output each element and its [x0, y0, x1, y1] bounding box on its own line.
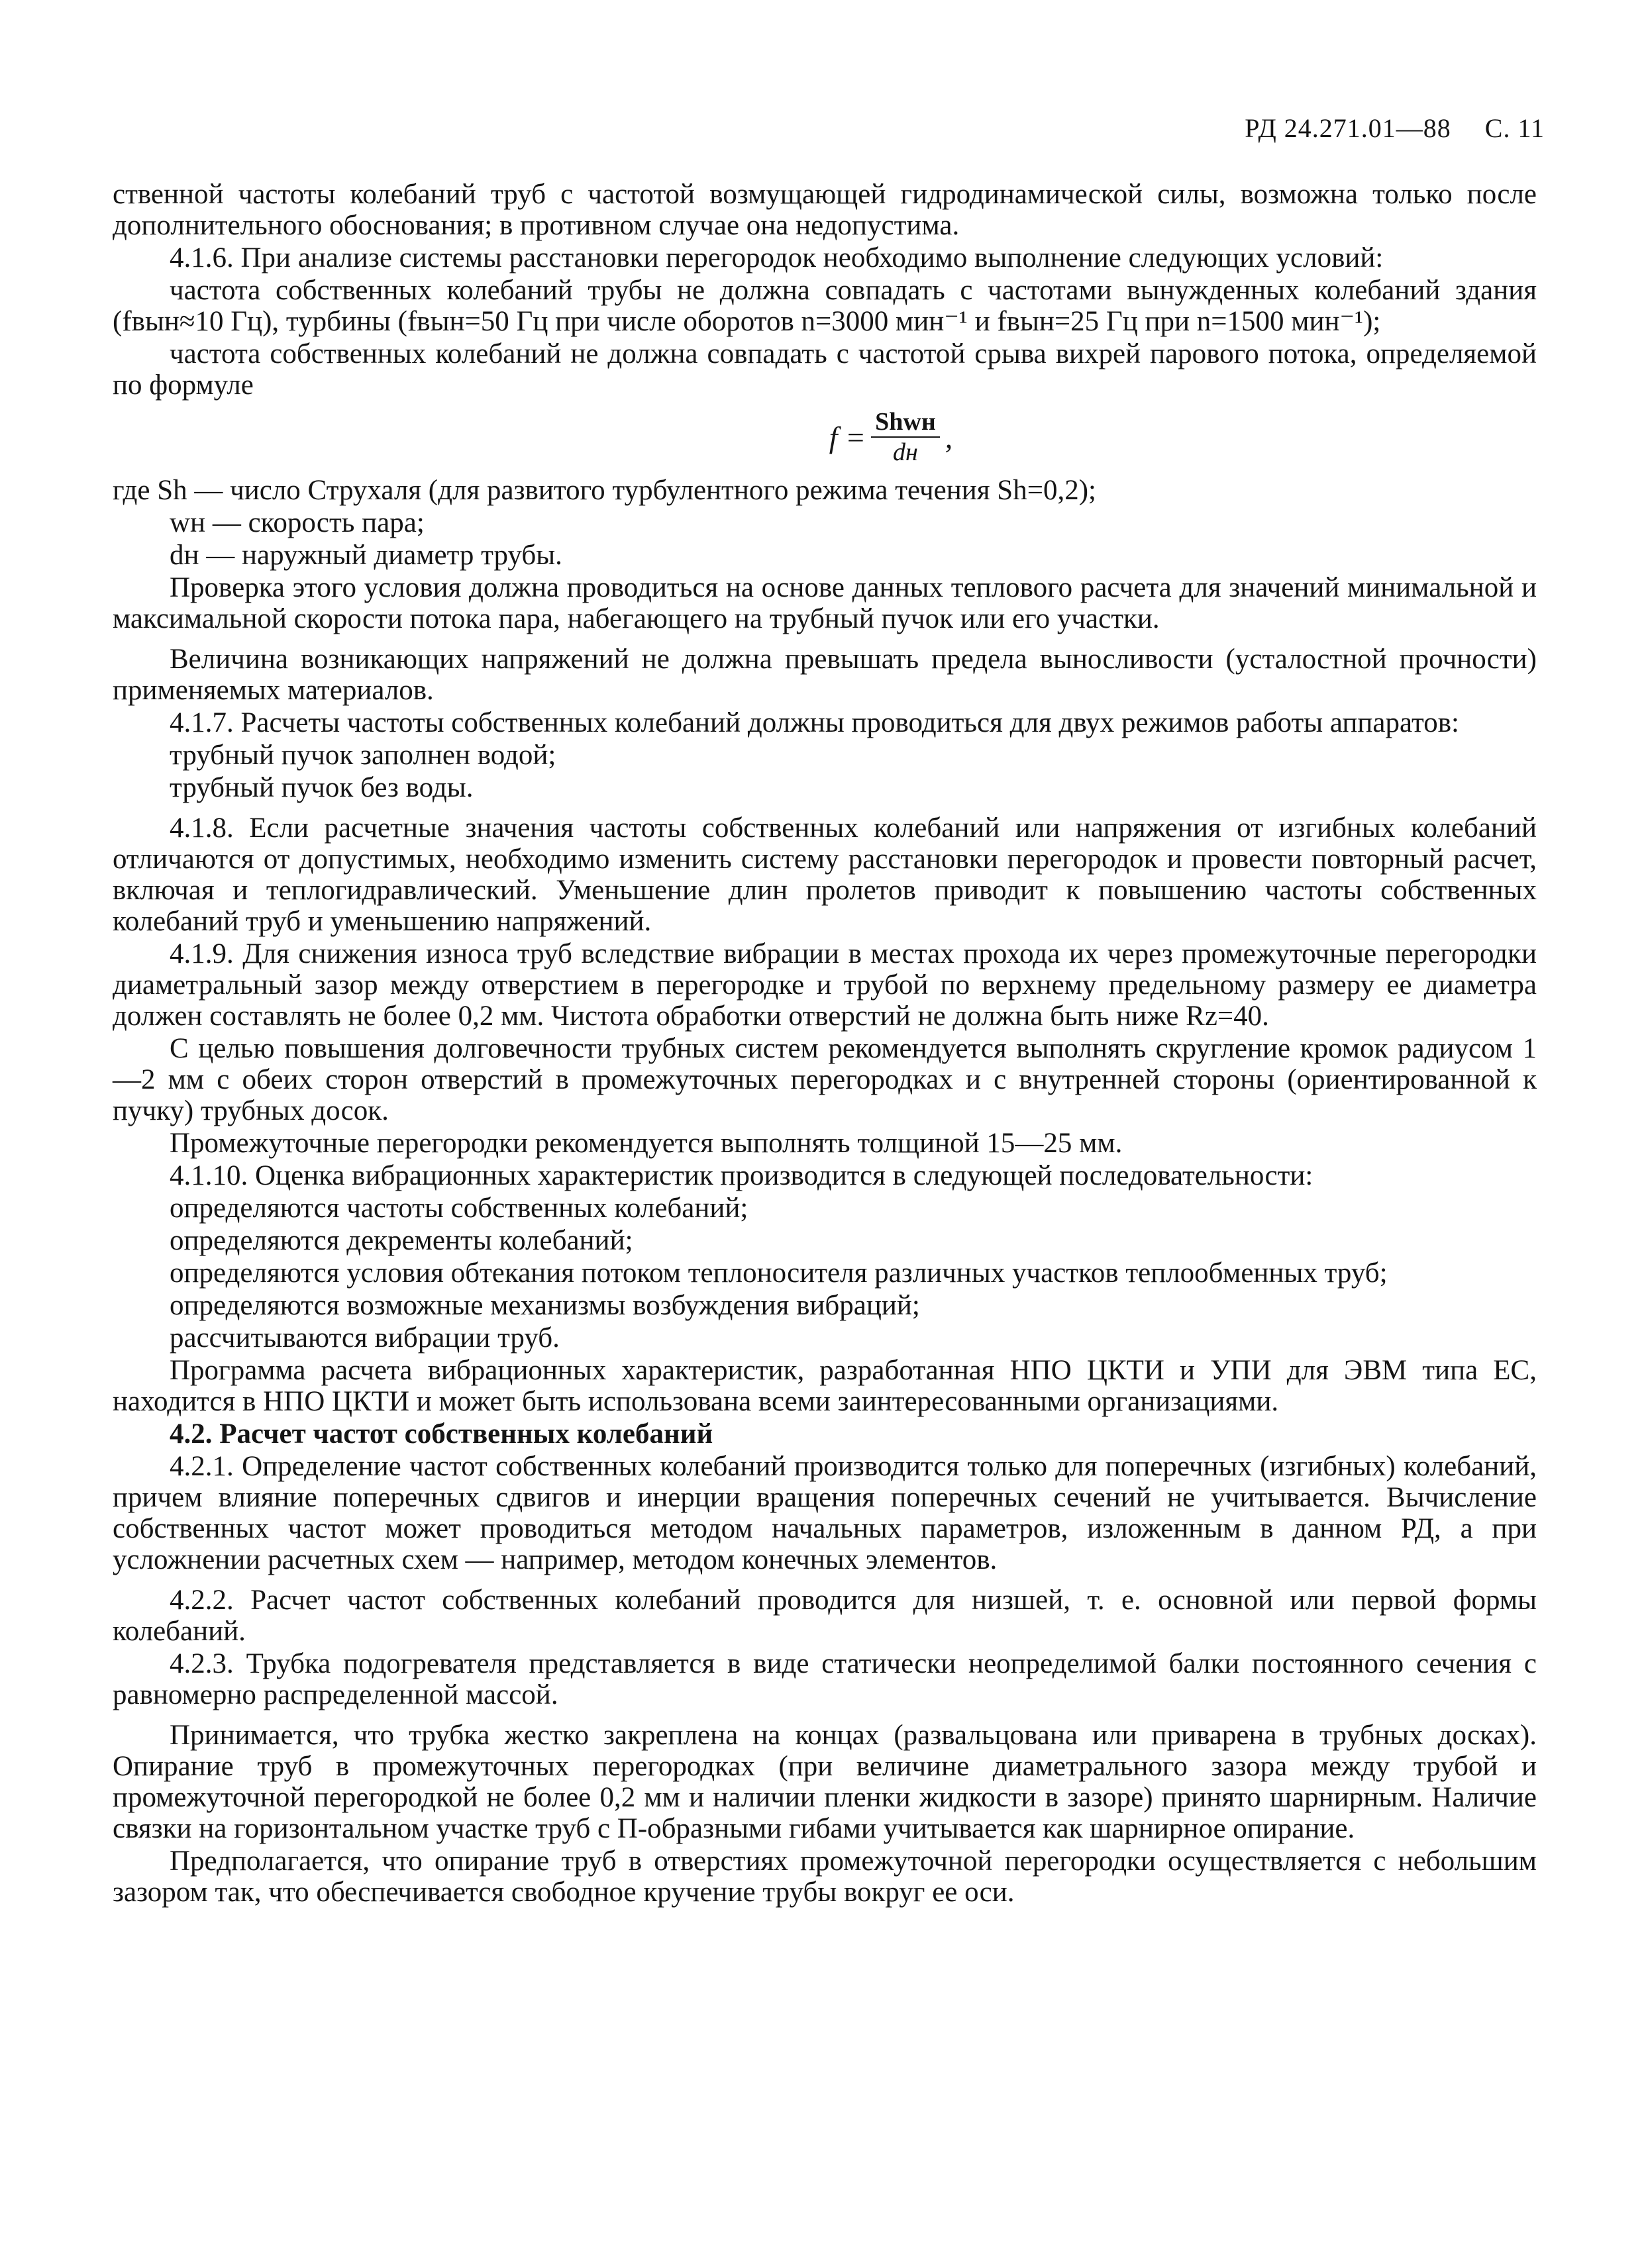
paragraph: Программа расчета вибрационных характеристик, разработанная НПО ЦКТИ и УПИ для ЭВМ типа ЕС, находится в НПО ЦКТИ и может быть использована всеми заинтересованными организациями. [113, 1355, 1537, 1417]
paragraph: С целью повышения долговечности трубных систем рекомендуется выполнять скругление кромок радиусом 1—2 мм с обеих сторон отверстий в промежуточных перегородках и с внутренней стороны (ориентированной к пучку) трубных досок. [113, 1033, 1537, 1126]
paragraph-4-2-1: 4.2.1. Определение частот собственных колебаний производится только для поперечных (изгибных) колебаний, причем влияние поперечных сдвигов и инерции вращения поперечных сечений не учитывается. Вычисление собственных частот может проводиться методом начальных параметров, изложенным в данном РД, а при усложнении расчетных схем — например, методом конечных элементов. [113, 1451, 1537, 1575]
paragraph: Предполагается, что опирание труб в отверстиях промежуточной перегородки осуществляется с небольшим зазором так, что обеспечивается свободное кручение трубы вокруг ее оси. [113, 1846, 1537, 1908]
list-item: определяются условия обтекания потоком теплоносителя различных участков теплообменных труб; [170, 1257, 1388, 1289]
paragraph-4-1-6: 4.1.6. При анализе системы расстановки перегородок необходимо выполнение следующих условий: [170, 242, 1384, 273]
formula-numerator: Shwн [871, 407, 940, 438]
paragraph: ственной частоты колебаний труб с частотой возмущающей гидродинамической силы, возможна только после дополнительного обоснования; в противном случае она недопустима. [113, 179, 1537, 241]
where-line: wн — скорость пара; [170, 507, 425, 538]
where-line: где Sh — число Струхаля (для развитого турбулентного режима течения Sh=0,2); [113, 475, 1096, 506]
paragraph: Проверка этого условия должна проводиться на основе данных теплового расчета для значений минимальной и максимальной скорости потока пара, набегающего на трубный пучок или его участки. [113, 572, 1537, 634]
paragraph-4-2-2: 4.2.2. Расчет частот собственных колебаний проводится для низшей, т. е. основной или первой формы колебаний. [113, 1585, 1537, 1647]
section-heading: 4.2. Расчет частот собственных колебаний [170, 1418, 713, 1450]
paragraph-4-2-3: 4.2.3. Трубка подогревателя представляется в виде статически неопределимой балки постоянного сечения с равномерно распределенной массой. [113, 1648, 1537, 1710]
list-item: определяются частоты собственных колебаний; [170, 1193, 748, 1224]
paragraph-4-1-7: 4.1.7. Расчеты частоты собственных колебаний должны проводиться для двух режимов работы аппаратов: [170, 707, 1459, 738]
paragraph: Принимается, что трубка жестко закреплена на концах (развальцована или приварена в трубных досках). Опирание труб в промежуточных перегородках (при величине диаметрального зазора между трубой и промежуточной перегородкой не более 0,2 мм и наличии пленки жидкости в зазоре) принято шарнирным. Наличие связки на горизонтальном участке труб с П-образными гибами учитывается как шарнирное опирание. [113, 1720, 1537, 1844]
list-item: трубный пучок заполнен водой; [170, 740, 556, 771]
paragraph: частота собственных колебаний не должна совпадать с частотой срыва вихрей парового потока, определяемой по формуле [113, 338, 1537, 401]
paragraph: частота собственных колебаний трубы не должна совпадать с частотами вынужденных колебаний здания (fвын≈10 Гц), турбины (fвын=50 Гц при числе оборотов n=3000 мин⁻¹ и fвын=25 Гц при n=1500 мин⁻¹); [113, 275, 1537, 337]
paragraph-4-1-10: 4.1.10. Оценка вибрационных характеристик производится в следующей последовательности: [170, 1160, 1313, 1191]
paragraph: Величина возникающих напряжений не должна превышать предела выносливости (усталостной прочности) применяемых материалов. [113, 644, 1537, 706]
body-text [113, 179, 1537, 1909]
list-item: трубный пучок без воды. [170, 772, 474, 803]
formula-fraction [871, 407, 940, 467]
paragraph-4-1-8: 4.1.8. Если расчетные значения частоты собственных колебаний или напряжения от изгибных колебаний отличаются от допустимых, необходимо изменить систему расстановки перегородок и провести повторный расчет, включая и теплогидравлический. Уменьшение длин пролетов приводит к повышению частоты собственных колебаний труб и уменьшению напряжений. [113, 813, 1537, 937]
document-code: РД 24.271.01—88 [1245, 113, 1451, 143]
formula-lhs: f = [829, 420, 866, 454]
where-line: dн — наружный диаметр трубы. [170, 540, 562, 571]
running-header [1245, 113, 1545, 144]
formula-denominator: dн [892, 438, 918, 466]
strouhal-formula [113, 407, 1537, 467]
paragraph-4-1-9: 4.1.9. Для снижения износа труб вследствие вибрации в местах прохода их через промежуточные перегородки диаметральный зазор между отверстием в перегородке и трубой по верхнему предельному размеру ее диаметра должен составлять не более 0,2 мм. Чистота обработки отверстий не должна быть ниже Rz=40. [113, 938, 1537, 1032]
list-item: определяются декременты колебаний; [170, 1225, 633, 1256]
paragraph: Промежуточные перегородки рекомендуется выполнять толщиной 15—25 мм. [170, 1128, 1123, 1159]
formula-tail: , [945, 420, 953, 454]
list-item: определяются возможные механизмы возбуждения вибраций; [170, 1290, 920, 1321]
page-number: С. 11 [1484, 113, 1545, 143]
list-item: рассчитываются вибрации труб. [170, 1322, 560, 1354]
